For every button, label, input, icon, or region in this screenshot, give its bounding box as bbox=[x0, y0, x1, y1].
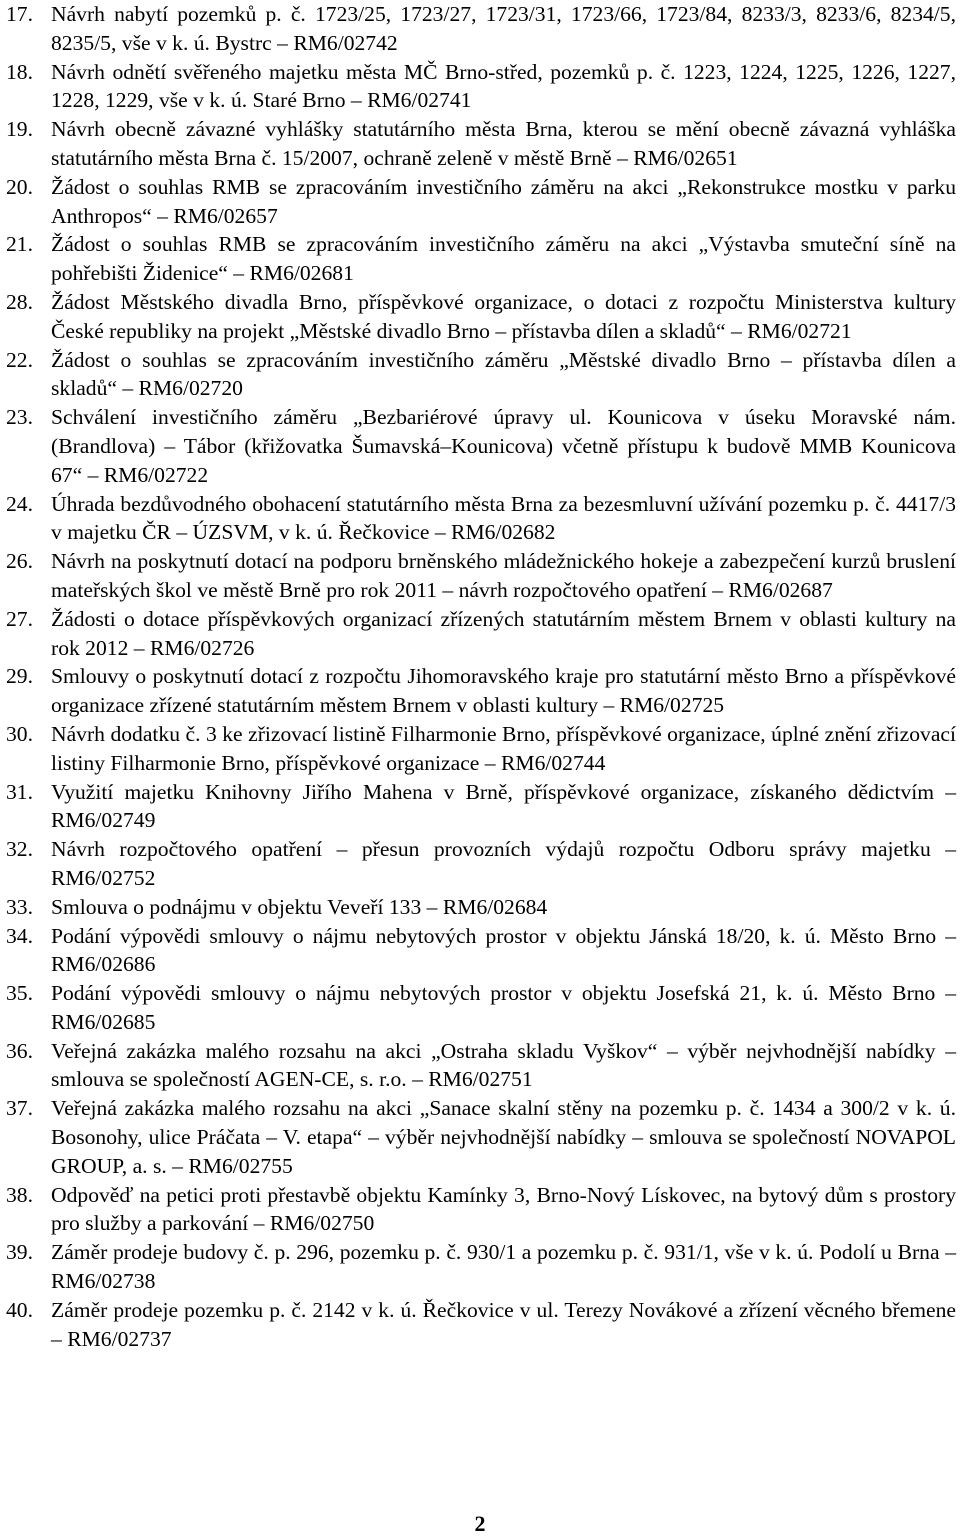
agenda-item bbox=[6, 173, 956, 231]
item-number: 30. bbox=[6, 721, 33, 746]
item-text: Návrh dodatku č. 3 ke zřizovací listině Filharmonie Brno, příspěvkové organizace, úplné znění zřizovací listiny Filharmonie Brno, příspěvkové organizace – RM6/02744 bbox=[51, 721, 956, 775]
item-text: Žádost o souhlas RMB se zpracováním investičního záměru na akci „Rekonstrukce mostku v parku Anthropos“ – RM6/02657 bbox=[51, 174, 956, 228]
agenda-item bbox=[6, 403, 956, 489]
item-number: 31. bbox=[6, 779, 33, 804]
agenda-item bbox=[6, 115, 956, 173]
item-number: 29. bbox=[6, 664, 33, 689]
agenda-item bbox=[6, 288, 956, 346]
item-number: 19. bbox=[6, 117, 33, 142]
agenda-item bbox=[6, 1238, 956, 1296]
item-number: 39. bbox=[6, 1240, 33, 1265]
agenda-item bbox=[6, 835, 956, 893]
item-text: Žádost Městského divadla Brno, příspěvkové organizace, o dotaci z rozpočtu Ministerstva kultury České republiky na projekt „Městské divadlo Brno – přístavba dílen a skladů“ – RM6/02721 bbox=[51, 289, 956, 343]
item-number: 24. bbox=[6, 491, 33, 516]
agenda-item bbox=[6, 979, 956, 1037]
agenda-item bbox=[6, 346, 956, 404]
item-number: 37. bbox=[6, 1096, 33, 1121]
item-text: Návrh obecně závazné vyhlášky statutárního města Brna, kterou se mění obecně závazná vyhláška statutárního města Brna č. 15/2007, ochraně zeleně v městě Brně – RM6/02651 bbox=[51, 117, 956, 170]
page-number: 2 bbox=[474, 1511, 486, 1536]
item-text: Veřejná zakázka malého rozsahu na akci „Ostraha skladu Vyškov“ – výběr nejvhodnější nabídky – smlouva se společností AGEN-CE, s. r.o. – RM6/02751 bbox=[51, 1038, 956, 1092]
agenda-item bbox=[6, 1181, 956, 1239]
item-text: Úhrada bezdůvodného obohacení statutárního města Brna za bezesmluvní užívání pozemku p. č. 4417/3 v majetku ČR – ÚZSVM, v k. ú. Řečkovice – RM6/02682 bbox=[51, 491, 956, 545]
item-text: Záměr prodeje budovy č. p. 296, pozemku p. č. 930/1 a pozemku p. č. 931/1, vše v k. ú. Podolí u Brna – RM6/02738 bbox=[51, 1240, 956, 1294]
item-text: Žádosti o dotace příspěvkových organizací zřízených statutárním městem Brnem v oblasti kultury na rok 2012 – RM6/02726 bbox=[51, 606, 956, 660]
item-text: Návrh nabytí pozemků p. č. 1723/25, 1723/27, 1723/31, 1723/66, 1723/84, 8233/3, 8233/6, 8234/5, 8235/5, vše v k. ú. Bystrc – RM6/02742 bbox=[51, 2, 956, 55]
item-number: 33. bbox=[6, 894, 33, 919]
item-number: 40. bbox=[6, 1297, 33, 1322]
agenda-item bbox=[6, 230, 956, 288]
item-text: Návrh rozpočtového opatření – přesun provozních výdajů rozpočtu Odboru správy majetku – RM6/02752 bbox=[51, 837, 956, 890]
item-number: 34. bbox=[6, 923, 33, 948]
item-text: Návrh odnětí svěřeného majetku města MČ Brno-střed, pozemků p. č. 1223, 1224, 1225, 1226, 1227, 1228, 1229, vše v k. ú. Staré Brno – RM6/02741 bbox=[51, 59, 956, 113]
item-text: Návrh na poskytnutí dotací na podporu brněnského mládežnického hokeje a zabezpečení kurzů bruslení mateřských škol ve městě Brně pro rok 2011 – návrh rozpočtového opatření – RM6/02687 bbox=[51, 549, 956, 602]
item-text: Podání výpovědi smlouvy o nájmu nebytových prostor v objektu Josefská 21, k. ú. Město Brno – RM6/02685 bbox=[51, 981, 956, 1034]
item-number: 35. bbox=[6, 981, 33, 1006]
item-number: 21. bbox=[6, 232, 33, 257]
item-number: 20. bbox=[6, 174, 33, 199]
agenda-item bbox=[6, 1094, 956, 1180]
item-text: Odpověď na petici proti přestavbě objektu Kamínky 3, Brno-Nový Lískovec, na bytový dům s prostory pro služby a parkování – RM6/02750 bbox=[51, 1182, 956, 1236]
agenda-item bbox=[6, 490, 956, 548]
agenda-item bbox=[6, 922, 956, 980]
agenda-item bbox=[6, 1037, 956, 1095]
item-text: Záměr prodeje pozemku p. č. 2142 v k. ú. Řečkovice v ul. Terezy Novákové a zřízení věcného břemene – RM6/02737 bbox=[51, 1297, 956, 1351]
item-text: Žádost o souhlas RMB se zpracováním investičního záměru na akci „Výstavba smuteční síně na pohřebišti Židenice“ – RM6/02681 bbox=[51, 232, 956, 286]
item-text: Smlouva o podnájmu v objektu Veveří 133 – RM6/02684 bbox=[51, 894, 548, 919]
agenda-item bbox=[6, 720, 956, 778]
item-number: 26. bbox=[6, 549, 33, 574]
item-number: 17. bbox=[6, 2, 33, 26]
item-number: 36. bbox=[6, 1038, 33, 1063]
item-number: 32. bbox=[6, 837, 33, 862]
agenda-item bbox=[6, 605, 956, 663]
item-number: 18. bbox=[6, 59, 33, 84]
item-number: 27. bbox=[6, 606, 33, 631]
agenda-item bbox=[6, 58, 956, 116]
agenda-item bbox=[6, 778, 956, 836]
item-number: 38. bbox=[6, 1182, 33, 1207]
agenda-item bbox=[6, 0, 956, 58]
item-number: 28. bbox=[6, 289, 33, 314]
agenda-item bbox=[6, 1296, 956, 1354]
item-text: Smlouvy o poskytnutí dotací z rozpočtu Jihomoravského kraje pro statutární město Brno a příspěvkové organizace zřízené statutárním městem Brnem v oblasti kultury – RM6/02725 bbox=[51, 664, 956, 718]
item-text: Žádost o souhlas se zpracováním investičního záměru „Městské divadlo Brno – přístavba dílen a skladů“ – RM6/02720 bbox=[51, 347, 956, 401]
item-number: 23. bbox=[6, 405, 33, 430]
agenda-item bbox=[6, 547, 956, 605]
item-text: Veřejná zakázka malého rozsahu na akci „Sanace skalní stěny na pozemku p. č. 1434 a 300/2 v k. ú. Bosonohy, ulice Práčata – V. etapa“ – výběr nejvhodnější nabídky – smlouva se společností NOVAPOL GROUP, a. s. – RM6/02755 bbox=[51, 1096, 956, 1178]
item-number: 22. bbox=[6, 347, 33, 372]
item-text: Schválení investičního záměru „Bezbariérové úpravy ul. Kounicova v úseku Moravské nám. (Brandlova) – Tábor (křižovatka Šumavská–Kounicova) včetně přístupu k budově MMB Kounicova 67“ – RM6/02722 bbox=[51, 405, 956, 487]
agenda-item bbox=[6, 893, 956, 922]
item-text: Využití majetku Knihovny Jiřího Mahena v Brně, příspěvkové organizace, získaného dědictvím – RM6/02749 bbox=[51, 779, 956, 833]
agenda-item bbox=[6, 662, 956, 720]
agenda-list bbox=[6, 0, 956, 1353]
item-text: Podání výpovědi smlouvy o nájmu nebytových prostor v objektu Jánská 18/20, k. ú. Město Brno – RM6/02686 bbox=[51, 923, 956, 977]
